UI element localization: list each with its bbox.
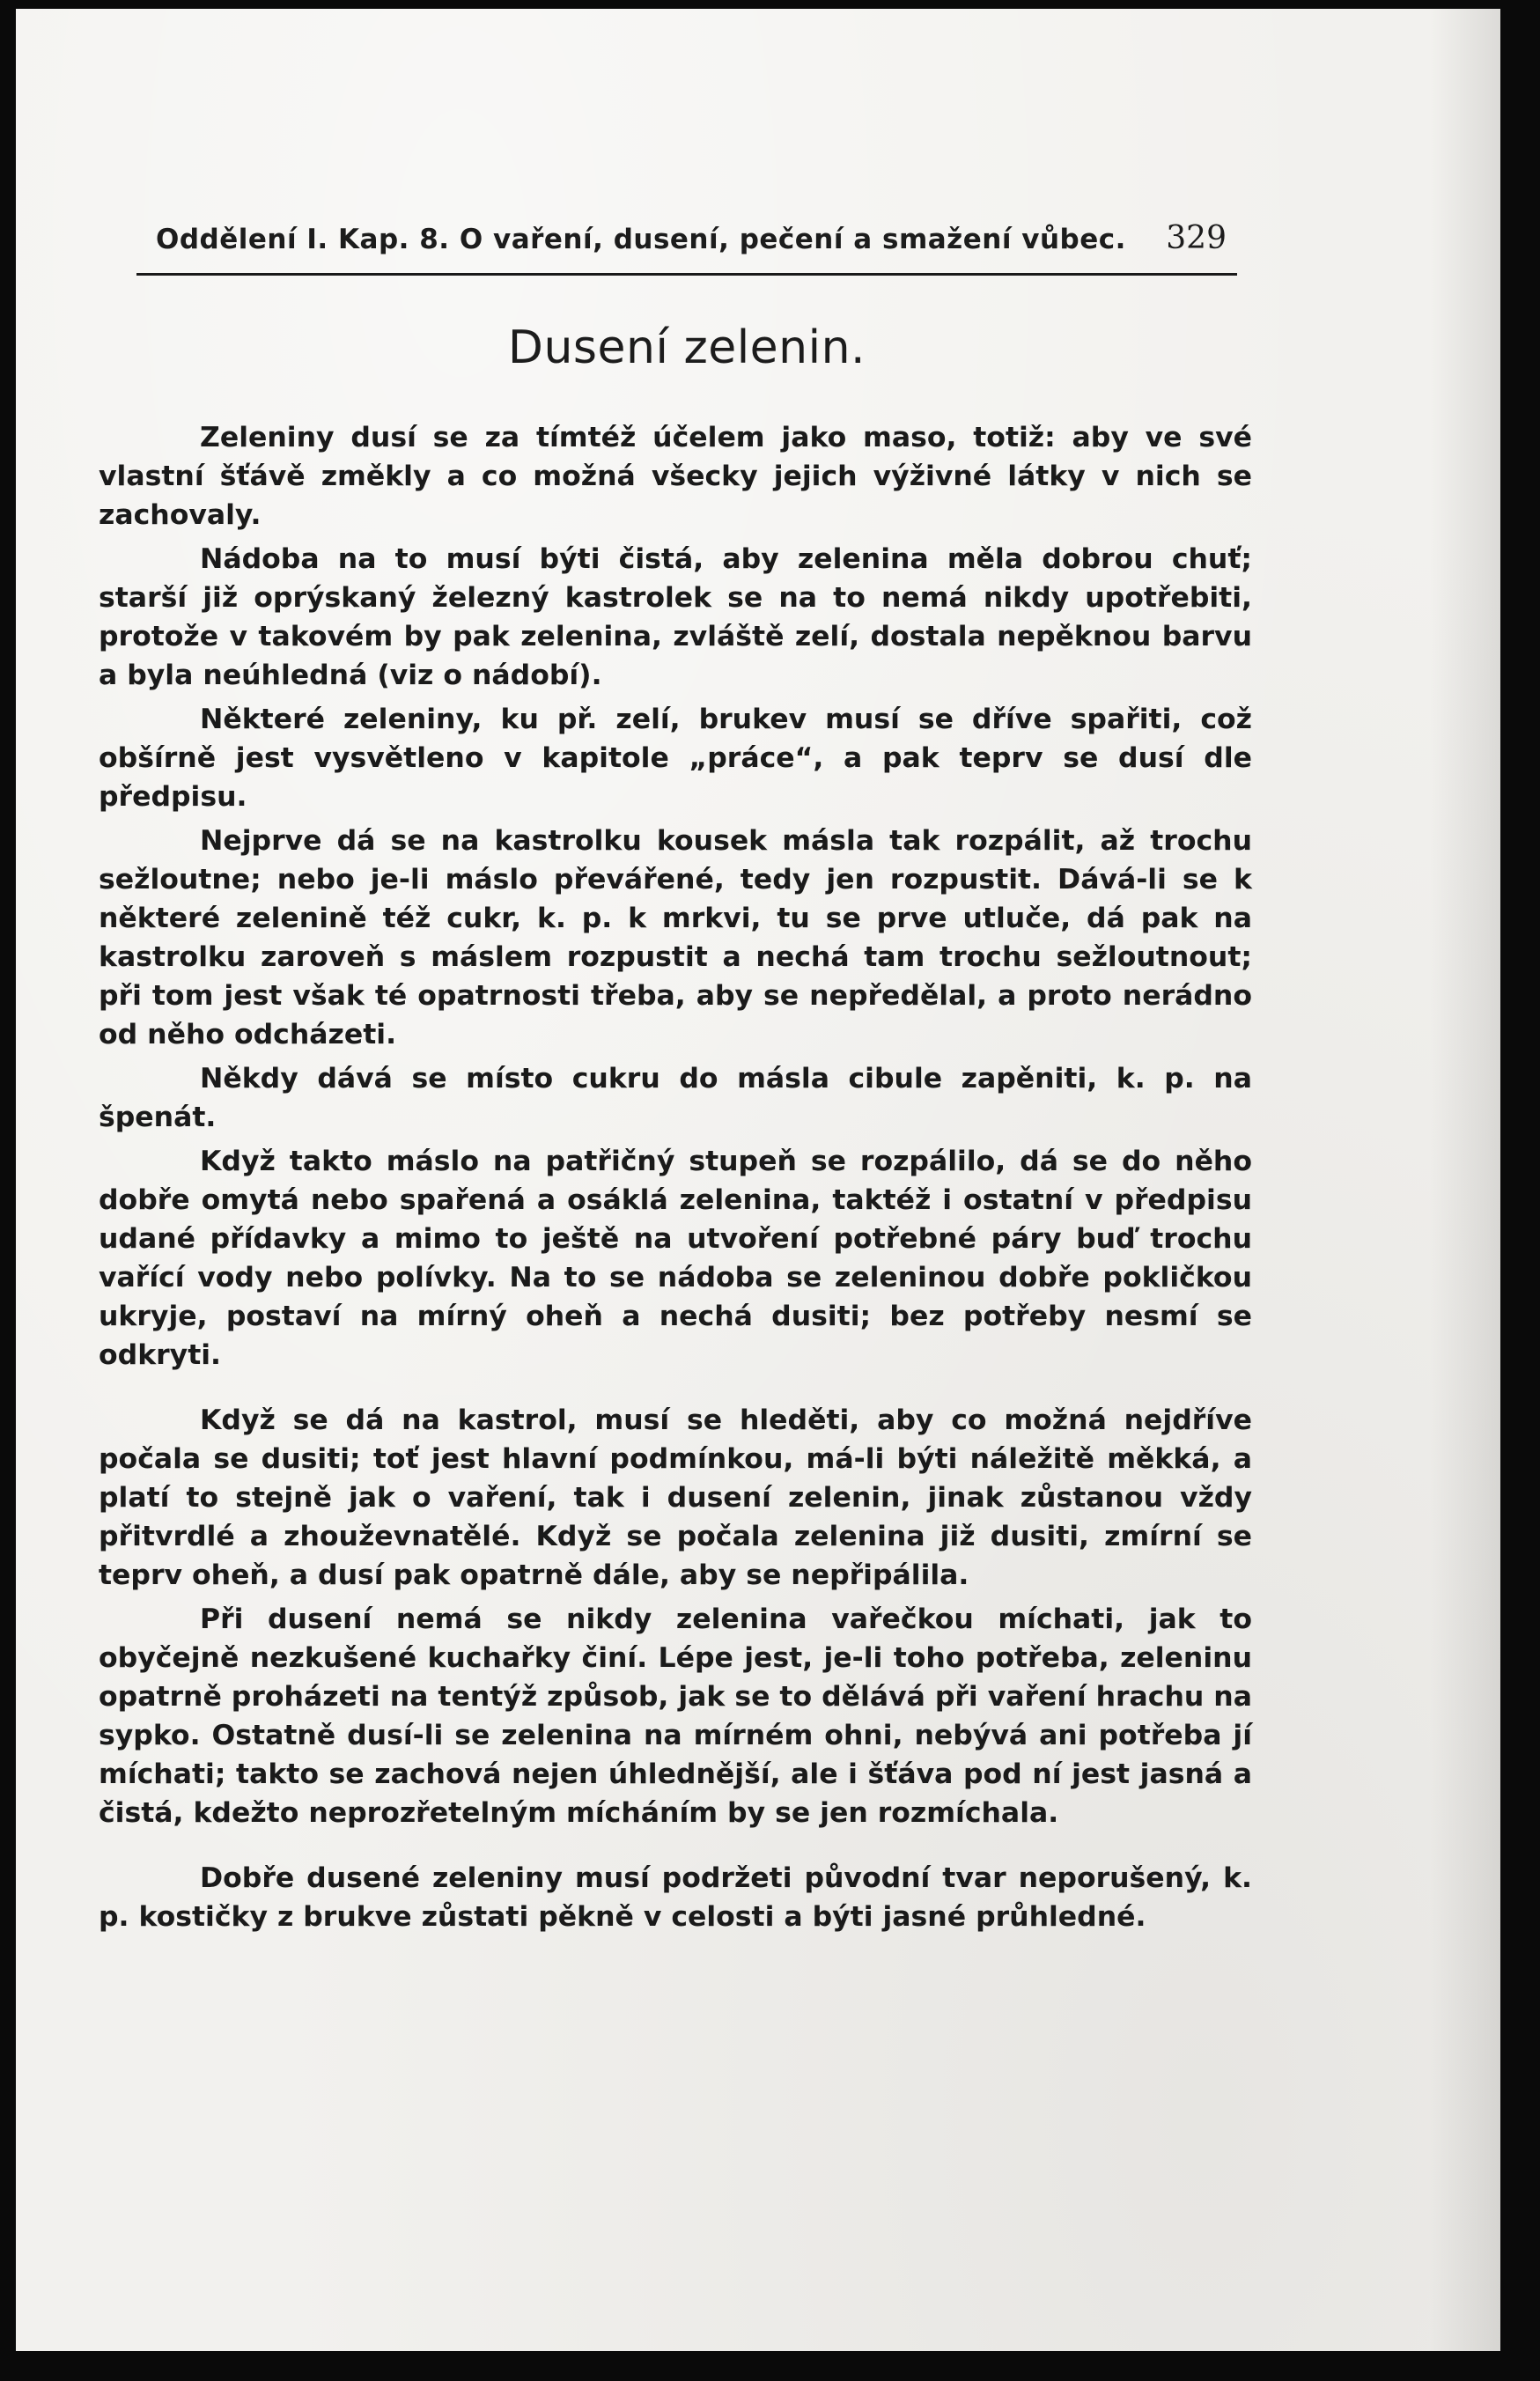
paragraph: Při dusení nemá se nikdy zelenina vařečkou míchati, jak to obyčejně nezkušené kuchařky činí. Lépe jest, je-li toho potřeba, zeleninu opatrně proházeti na tentýž způsob, jak se to dělává při vaření hrachu na sypko. Ostatně dusí-li se zelenina na mírném ohni, nebývá ani potřeba jí míchati; takto se zachová nejen úhlednější, ale i šťáva pod ní jest jasná a čistá, kdežto neprozřetelným mícháním by se jen rozmíchala. [99, 1603, 1252, 1829]
running-title: Oddělení I. Kap. 8. O vaření, dusení, pečení a smažení vůbec. [156, 224, 1126, 255]
paragraph: Dobře dusené zeleniny musí podržeti původní tvar neporušený, k. p. kostičky z brukve zůstati pěkně v celosti a býti jasné průhledné. [99, 1862, 1252, 1933]
body-text [99, 418, 1252, 1942]
page-shadow [1430, 9, 1500, 2351]
paragraph: Některé zeleniny, ku př. zelí, brukev musí se dříve spařiti, což obšírně jest vysvětleno v kapitole „práce“, a pak teprv se dusí dle předpisu. [99, 704, 1252, 813]
running-header [136, 220, 1237, 276]
paragraph: Nejprve dá se na kastrolku kousek másla tak rozpálit, až trochu sežloutne; nebo je-li máslo převářené, tedy jen rozpustit. Dává-li se k některé zelenině též cukr, k. p. k mrkvi, tu se prve utluče, dá pak na kastrolku zaroveň s máslem rozpustit a nechá tam trochu sežloutnout; při tom jest však té opatrnosti třeba, aby se nepředělal, a proto nerádno od něho odcházeti. [99, 825, 1252, 1050]
paragraph: Někdy dává se místo cukru do másla cibule zapěniti, k. p. na špenát. [99, 1063, 1252, 1133]
paragraph: Když se dá na kastrol, musí se hleděti, aby co možná nejdříve počala se dusiti; toť jest hlavní podmínkou, má-li býti náležitě měkká, a platí to stejně jak o vaření, tak i dusení zelenin, jinak zůstanou vždy přitvrdlé a zhouževnatělé. Když se počala zelenina již dusiti, zmírní se teprv oheň, a dusí pak opatrně dále, aby se nepřipálila. [99, 1404, 1252, 1591]
paragraph: Když takto máslo na patřičný stupeň se rozpálilo, dá se do něho dobře omytá nebo spařená a osáklá zelenina, taktéž i ostatní v předpisu udané přídavky a mimo to ještě na utvoření potřebné páry buď trochu vařící vody nebo polívky. Na to se nádoba se zeleninou dobře pokličkou ukryje, postaví na mírný oheň a nechá dusiti; bez potřeby nesmí se odkryti. [99, 1146, 1252, 1371]
section-title: Dusení zelenin. [507, 321, 866, 374]
paragraph: Zeleniny dusí se za tímtéž účelem jako maso, totiž: aby ve své vlastní šťávě změkly a co možná všecky jejich výživné látky v nich se zachovaly. [99, 422, 1252, 531]
page-number: 329 [1166, 220, 1227, 256]
paragraph: Nádoba na to musí býti čistá, aby zelenina měla dobrou chuť; starší již oprýskaný železný kastrolek se na to nemá nikdy upotřebiti, protože v takovém by pak zelenina, zvláště zelí, dostala nepěknou barvu a byla neúhledná (viz o nádobí). [99, 543, 1252, 691]
